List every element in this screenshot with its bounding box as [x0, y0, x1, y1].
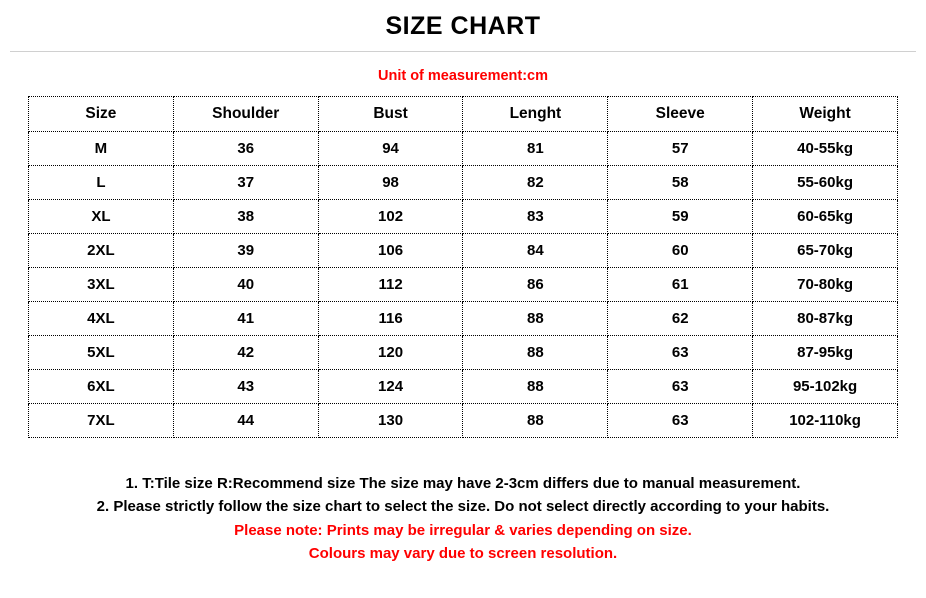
- table-header-row: [29, 97, 898, 132]
- cell-lenght: 86: [463, 268, 608, 302]
- note-line-3-prints: Please note: Prints may be irregular & varies depending on size.: [234, 521, 692, 539]
- cell-weight: 80-87kg: [753, 302, 898, 336]
- page-title: SIZE CHART: [385, 12, 541, 40]
- cell-size: 2XL: [29, 234, 174, 268]
- cell-size: XL: [29, 200, 174, 234]
- column-header-size: Size: [29, 97, 174, 132]
- cell-bust: 116: [318, 302, 463, 336]
- cell-weight: 40-55kg: [753, 132, 898, 166]
- notes-section: [0, 472, 926, 565]
- cell-sleeve: 60: [608, 234, 753, 268]
- size-table-body: [29, 132, 898, 438]
- cell-weight: 95-102kg: [753, 370, 898, 404]
- cell-sleeve: 62: [608, 302, 753, 336]
- cell-sleeve: 58: [608, 166, 753, 200]
- cell-lenght: 88: [463, 302, 608, 336]
- cell-bust: 94: [318, 132, 463, 166]
- cell-weight: 87-95kg: [753, 336, 898, 370]
- note-line-4-colours: Colours may vary due to screen resolution.: [308, 544, 618, 562]
- cell-lenght: 88: [463, 370, 608, 404]
- table-row: [29, 166, 898, 200]
- cell-bust: 120: [318, 336, 463, 370]
- cell-size: 7XL: [29, 404, 174, 438]
- note-line-2: 2. Please strictly follow the size chart to select the size. Do not select directly according to your habits.: [96, 498, 830, 516]
- size-table: [28, 96, 898, 438]
- cell-weight: 60-65kg: [753, 200, 898, 234]
- cell-lenght: 88: [463, 336, 608, 370]
- cell-shoulder: 37: [173, 166, 318, 200]
- cell-shoulder: 38: [173, 200, 318, 234]
- column-header-sleeve: Sleeve: [608, 97, 753, 132]
- cell-shoulder: 44: [173, 404, 318, 438]
- cell-weight: 70-80kg: [753, 268, 898, 302]
- table-row: [29, 132, 898, 166]
- cell-lenght: 83: [463, 200, 608, 234]
- table-row: [29, 268, 898, 302]
- table-row: [29, 336, 898, 370]
- cell-size: L: [29, 166, 174, 200]
- table-row: [29, 404, 898, 438]
- cell-lenght: 82: [463, 166, 608, 200]
- cell-bust: 102: [318, 200, 463, 234]
- cell-sleeve: 61: [608, 268, 753, 302]
- cell-sleeve: 57: [608, 132, 753, 166]
- cell-shoulder: 42: [173, 336, 318, 370]
- cell-bust: 106: [318, 234, 463, 268]
- cell-sleeve: 63: [608, 336, 753, 370]
- table-row: [29, 302, 898, 336]
- table-row: [29, 234, 898, 268]
- cell-size: 3XL: [29, 268, 174, 302]
- cell-shoulder: 39: [173, 234, 318, 268]
- cell-shoulder: 41: [173, 302, 318, 336]
- cell-weight: 102-110kg: [753, 404, 898, 438]
- table-row: [29, 370, 898, 404]
- note-line-1: 1. T:Tile size R:Recommend size The size may have 2-3cm differs due to manual measurement.: [125, 475, 801, 492]
- cell-weight: 65-70kg: [753, 234, 898, 268]
- size-table-head: [29, 97, 898, 132]
- cell-lenght: 81: [463, 132, 608, 166]
- cell-lenght: 88: [463, 404, 608, 438]
- cell-shoulder: 36: [173, 132, 318, 166]
- cell-weight: 55-60kg: [753, 166, 898, 200]
- cell-size: 5XL: [29, 336, 174, 370]
- column-header-shoulder: Shoulder: [173, 97, 318, 132]
- cell-size: M: [29, 132, 174, 166]
- unit-of-measurement-note: Unit of measurement:cm: [377, 68, 548, 84]
- cell-shoulder: 40: [173, 268, 318, 302]
- column-header-lenght: Lenght: [463, 97, 608, 132]
- column-header-bust: Bust: [318, 97, 463, 132]
- cell-size: 4XL: [29, 302, 174, 336]
- cell-bust: 98: [318, 166, 463, 200]
- cell-sleeve: 63: [608, 404, 753, 438]
- column-header-weight: Weight: [753, 97, 898, 132]
- cell-bust: 124: [318, 370, 463, 404]
- size-table-container: [0, 96, 926, 438]
- cell-size: 6XL: [29, 370, 174, 404]
- cell-bust: 112: [318, 268, 463, 302]
- table-row: [29, 200, 898, 234]
- cell-lenght: 84: [463, 234, 608, 268]
- cell-shoulder: 43: [173, 370, 318, 404]
- cell-sleeve: 63: [608, 370, 753, 404]
- title-divider: [10, 51, 916, 52]
- cell-bust: 130: [318, 404, 463, 438]
- cell-sleeve: 59: [608, 200, 753, 234]
